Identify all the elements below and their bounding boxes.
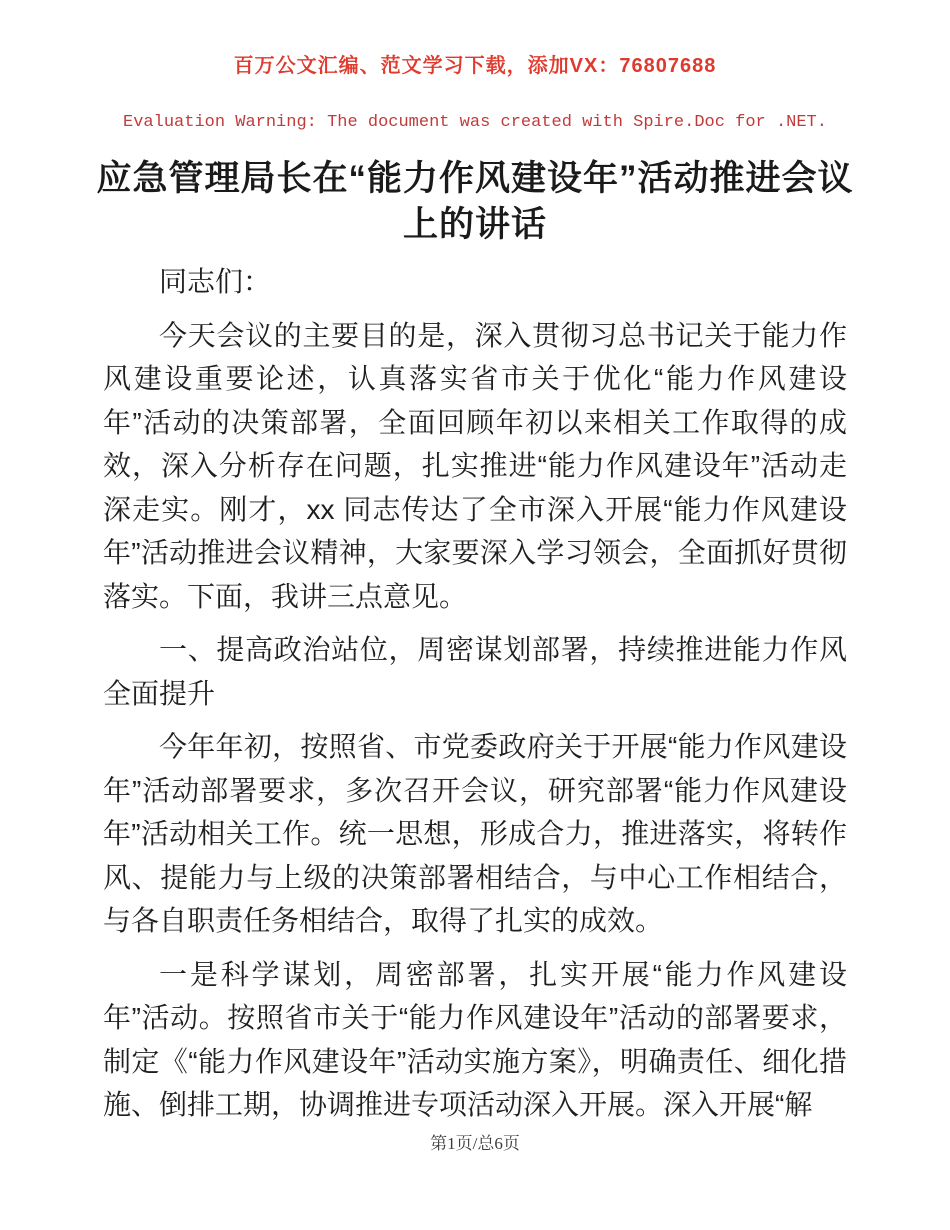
salutation-paragraph: 同志们： [159,266,272,297]
evaluation-warning-text: Evaluation Warning: The document was created with Spire.Doc for .NET. [123,113,827,132]
body-paragraph-truncated: 一是科学谋划，周密部署，扎实开展“能力作风建设年”活动。按照省市关于“能力作风建设年”活动的部署要求，制定《“能力作风建设年”活动实施方案》，明确责任、细化措施、倒排工期，协调推进专项活动深入开展。深入开展“解 [103,958,847,1120]
section-heading: 一、提高政治站位，周密谋划部署，持续推进能力作风全面提升 [103,634,847,709]
promo-watermark-text: 百万公文汇编、范文学习下载，添加VX：76807688 [233,55,717,77]
document-title: 应急管理局长在“能力作风建设年”活动推进会议上的讲话 [96,159,854,244]
page-number-indicator: 第1页/总6页 [430,1134,520,1153]
intro-paragraph: 今天会议的主要目的是，深入贯彻习总书记关于能力作风建设重要论述，认真落实省市关于优化“能力作风建设年”活动的决策部署，全面回顾年初以来相关工作取得的成效，深入分析存在问题，扎实推进“能力作风建设年”活动走深走实。刚才，xx 同志传达了全市深入开展“能力作风建设年”活动推进会议精神，大家要深入学习领会，全面抓好贯彻落实。下面，我讲三点意见。 [103,319,847,612]
document-body [103,260,847,1127]
body-paragraph: 今年年初，按照省、市党委政府关于开展“能力作风建设年”活动部署要求，多次召开会议，研究部署“能力作风建设年”活动相关工作。统一思想，形成合力，推进落实，将转作风、提能力与上级的决策部署相结合，与中心工作相结合，与各自职责任务相结合，取得了扎实的成效。 [103,731,847,936]
